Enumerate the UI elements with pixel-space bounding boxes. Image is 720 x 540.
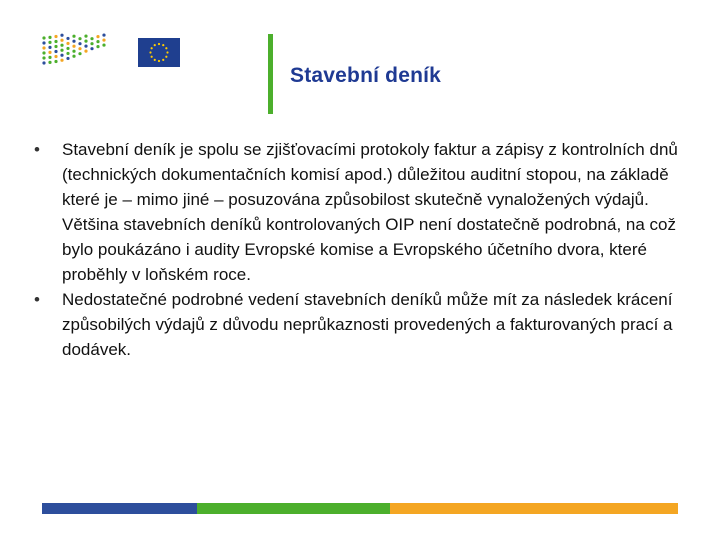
logo-dot: [66, 47, 69, 50]
logo-dot: [72, 45, 75, 48]
logo-dot: [54, 40, 57, 43]
logo-dot: [48, 56, 51, 59]
logo-dot: [54, 60, 57, 63]
logo-dot: [48, 61, 51, 64]
title-divider: [268, 34, 273, 114]
eu-star-icon: [151, 56, 153, 58]
logo-dot: [96, 45, 99, 48]
logo-dot: [72, 55, 75, 58]
logo-dot: [102, 38, 105, 41]
footer-bar-green: [197, 503, 390, 514]
bullet-icon: •: [34, 290, 40, 309]
logo-dot: [90, 47, 93, 50]
bullet-text: Nedostatečné podrobné vedení stavebních deníků může mít za následek krácení způsobilých výdajů z důvodu neprůkaznosti provedených a fakturovaných prací a dodávek.: [62, 290, 673, 359]
footer-color-bar: [42, 503, 678, 514]
eu-flag-icon: [138, 38, 180, 67]
logo-dot: [60, 39, 63, 42]
logo-dot: [66, 37, 69, 40]
logo-dot: [48, 36, 51, 39]
bullet-item: [34, 137, 694, 287]
eu-star-icon: [162, 44, 164, 46]
logo-dot: [84, 34, 87, 37]
logo-dot: [42, 61, 45, 64]
page-title: Stavební deník: [290, 64, 442, 87]
logo-dot: [66, 52, 69, 55]
eu-star-icon: [154, 59, 156, 61]
bullet-icon: •: [34, 140, 40, 159]
logo-dot: [84, 39, 87, 42]
footer-bar-blue: [42, 503, 197, 514]
eu-star-icon: [165, 47, 167, 49]
logo-dot: [78, 37, 81, 40]
logo-dot: [96, 40, 99, 43]
bullet-text: Stavební deník je spolu se zjišťovacími protokoly faktur a zápisy z kontrolních dnů (technických dokumentačních komisí apod.) důležitou auditní stopou, na základě které je – mimo jiné – posuzována způsobilost skutečně vynaložených výdajů. Většina stavebních deníků kontrolovaných OIP není dostatečně podrobná, na což bylo poukázáno i audity Evropské komise a Evropského účetního dvora, které proběhly v loňském roce.: [62, 140, 678, 284]
logo-dot: [42, 36, 45, 39]
eu-star-icon: [154, 44, 156, 46]
logo-dot: [90, 42, 93, 45]
logo-dot: [72, 40, 75, 43]
logo-dot: [84, 49, 87, 52]
logo-dot: [42, 46, 45, 49]
logo-dot: [72, 35, 75, 38]
logo-dot: [60, 34, 63, 37]
bullet-list: [34, 137, 694, 362]
footer-bar-orange: [390, 503, 678, 514]
logo-dot: [78, 42, 81, 45]
logo-dot: [54, 45, 57, 48]
eu-star-icon: [151, 47, 153, 49]
logo-dot: [60, 54, 63, 57]
logo-dot: [102, 33, 105, 36]
logo-dot: [78, 47, 81, 50]
logo-dot: [66, 42, 69, 45]
eu-star-icon: [149, 51, 151, 53]
program-logo: [40, 33, 108, 69]
logo-dot: [60, 59, 63, 62]
eu-star-icon: [166, 51, 168, 53]
logo-dot: [102, 43, 105, 46]
logo-dot: [42, 41, 45, 44]
logo-dot: [54, 50, 57, 53]
logo-dot: [96, 35, 99, 38]
eu-star-icon: [158, 43, 160, 45]
logo-dot: [48, 41, 51, 44]
logo-dot: [66, 57, 69, 60]
logo-dot: [60, 44, 63, 47]
eu-star-icon: [165, 56, 167, 58]
bullet-item: [34, 287, 694, 362]
logo-dot: [54, 55, 57, 58]
logo-dot: [42, 56, 45, 59]
logo-dot: [48, 46, 51, 49]
logo-dot: [84, 44, 87, 47]
logo-dot: [72, 50, 75, 53]
logo-dot: [90, 37, 93, 40]
logo-dot: [42, 51, 45, 54]
logo-dot: [54, 35, 57, 38]
logo-dot: [78, 52, 81, 55]
eu-star-icon: [158, 60, 160, 62]
logo-dot: [48, 51, 51, 54]
eu-star-icon: [162, 59, 164, 61]
logo-dot: [60, 49, 63, 52]
